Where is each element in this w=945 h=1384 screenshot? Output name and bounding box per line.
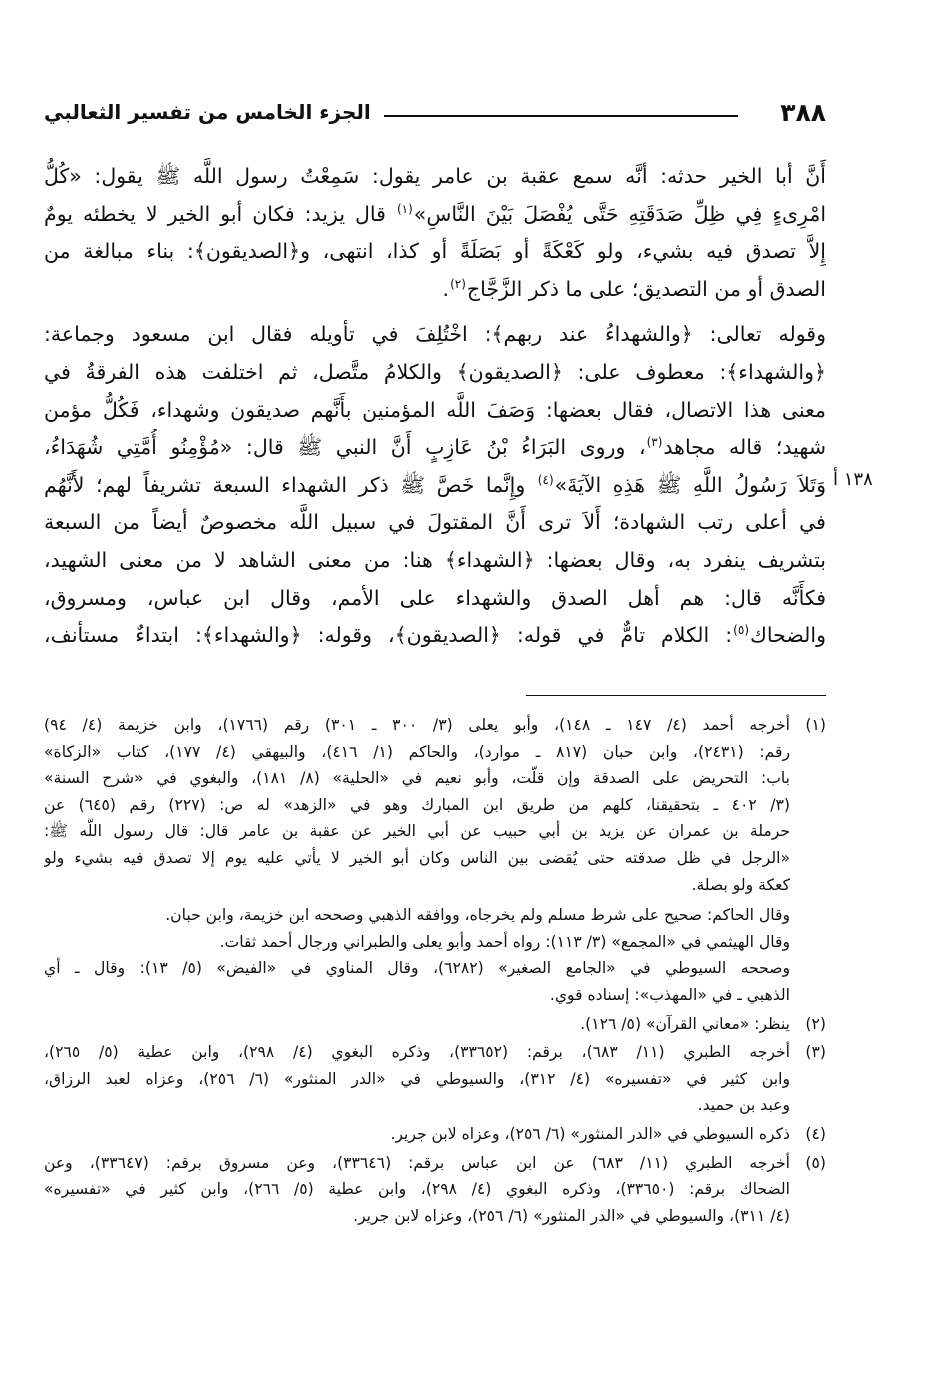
text-line: [44, 429, 826, 467]
footnote-line: وقال الهيثمي في «المجمع» (٣/ ١١٣): رواه أحمد وأبو يعلى والطبراني ورجال أحمد ثقات.: [219, 932, 790, 951]
footnote-ref[interactable]: (٤): [537, 472, 554, 487]
text-segment: وإِنَّما خَصَّ ﷺ ذكر الشهداء السبعة تشريفاً لهم؛ لأَنَّهُم: [44, 472, 537, 497]
footnote-line: وابن كثير في «تفسيره» (٤/ ٣١٢)، والسيوطي في «الدر المنثور» (٦/ ٢٥٦)، وعزاه لعبد الرزاق،: [44, 1069, 790, 1088]
footnote-ref[interactable]: (٥): [733, 623, 749, 638]
text-segment: : الكلام تامٌّ في قوله: ﴿الصديقون﴾، وقوله: ﴿والشهداء﴾: ابتداءٌ مستأنف،: [44, 623, 733, 648]
footnote-line: (٤/ ٣١١)، والسيوطي في «الدر المنثور» (٦/ ٢٥٦)، وعزاه لابن جرير.: [353, 1206, 790, 1225]
hadith-quote: وَتَلاَ رَسُولُ اللَّهِ ﷺ هَذِهِ الآيَةَ»: [554, 472, 826, 497]
footnote-line: الذهبي ـ في «المهذب»: إسناده قوي.: [549, 985, 790, 1004]
text-line: [44, 617, 826, 655]
header-rule: [384, 115, 738, 117]
footnote-line: (٣/ ٤٠٢ ـ بتحقيقنا، كلهم من طريق ابن المبارك وهو في «الزهد» له ص: (٢٢٧) رقم (٦٤٥) عن: [44, 795, 790, 814]
margin-folio-note: ١٣٨ أ: [833, 469, 873, 490]
text-line: [44, 271, 826, 309]
footnote-body: [44, 1039, 790, 1119]
text-line: وقوله تعالى: ﴿والشهداءُ عند ربهم﴾: اخْتُلِفَ في تأويله فقال ابن مسعود وجماعة:: [44, 322, 826, 347]
footnote-separator: [526, 695, 826, 696]
text-line: معنى هذا الاتصال، فقال بعضها: وَصَفَ اللَّه المؤمنين بأَنَّهم صديقون وشهداء، فَكُلُّ مؤمن: [44, 397, 826, 422]
main-text: [44, 158, 826, 655]
text-line: فكأَنَّه قال: هم أهل الصدق والشهداء على الأمم، وقال ابن عباس، ومسروق،: [44, 585, 826, 610]
footnote-number: (٣): [805, 1043, 826, 1062]
footnote-4: [44, 1121, 826, 1148]
footnote-2: [44, 1011, 826, 1038]
footnote-5: [44, 1150, 826, 1230]
text-line: [44, 467, 826, 505]
text-line: أَنَّ أبا الخير حدثه: أنَّه سمع عقبة بن عامر يقول: سَمِعْتُ رسول اللَّه ﷺ يقول: «كُلُّ: [44, 164, 826, 188]
footnote-line: وعبد بن حميد.: [697, 1096, 790, 1115]
footnote-line: رقم: (٢٤٣١)، وابن حبان (٨١٧ ـ موارد)، والحاكم (١/ ٤١٦)، والبيهقي (٤/ ١٧٧)، كتاب «الزكاة»: [44, 742, 790, 761]
page-number: ٣٨٨: [780, 98, 826, 127]
footnote-line: وقال الحاكم: صحيح على شرط مسلم ولم يخرجاه، ووافقه الذهبي وصححه ابن خزيمة، وابن حبان.: [165, 906, 790, 925]
text-line: بتشريف ينفرد به، وقال بعضها: ﴿الشهداء﴾ هنا: من معنى الشاهد لا من معنى الشهيد،: [44, 547, 826, 572]
footnote-line: وصححه السيوطي في «الجامع الصغير» (٦٢٨٢)، وقال المناوي في «الفيض» (٥/ ١٣): وقال ـ أي: [44, 959, 790, 978]
footnote-line: أخرجه أحمد (٤/ ١٤٧ ـ ١٤٨)، وأبو يعلى (٣/ ٣٠٠ ـ ٣٠١) رقم (١٧٦٦)، وابن خزيمة (٤/ ٩٤): [44, 716, 790, 734]
text-segment: والضحاك: [750, 623, 826, 648]
footnote-line: «الرجل في ظل صدقته حتى يُقضى بين الناس وكان أبو الخير لا يأتي عليه يوم إلا تصدق فيه بشيء ولو: [44, 848, 790, 867]
text-segment: شهيد؛ قاله مجاهد: [663, 435, 826, 460]
running-title: الجزء الخامس من تفسير الثعالبي: [44, 100, 371, 124]
footnote-number: (٤): [805, 1124, 826, 1143]
footnote-line: الضحاك برقم: (٣٣٦٥٠)، وذكره البغوي (٤/ ٢٩٨)، وابن عطية (٥/ ٢٦٦)، وابن كثير في «تفسيره»: [44, 1180, 790, 1199]
paragraph-2: [44, 316, 826, 654]
footnote-line: ذكره السيوطي في «الدر المنثور» (٦/ ٢٥٦)، وعزاه لابن جرير.: [390, 1124, 790, 1143]
text-line: ﴿والشهداء﴾: معطوف على: ﴿الصديقون﴾ والكلامُ متَّصل، ثم اختلفت هذه الفرقةُ في: [44, 359, 826, 384]
hadith-quote: امْرِىءٍ فِي ظِلِّ صَدَقَتِهِ حَتَّى يُفْصَلَ بَيْنَ النَّاسِ»: [413, 201, 826, 226]
text-segment: قال يزيد: فكان أبو الخير لا يخطئه يومٌ: [44, 201, 396, 226]
footnote-line: أخرجه الطبري (١١/ ٦٨٣)، برقم: (٣٣٦٥٢)، وذكره البغوي (٤/ ٢٩٨)، وابن عطية (٥/ ٢٦٥)،: [44, 1043, 790, 1062]
page-header: [44, 96, 826, 136]
footnote-body: [44, 1150, 790, 1230]
footnote-body: [44, 1011, 790, 1038]
footnote-ref[interactable]: (٢): [450, 276, 466, 291]
text-line: [44, 196, 826, 234]
footnote-ref[interactable]: (١): [396, 201, 413, 216]
footnote-ref[interactable]: (٣): [646, 435, 663, 450]
footnote-3: [44, 1039, 826, 1119]
text-line: إِلاَّ تصدق فيه بشيء، ولو كَعْكَةً أو بَصَلَةً أو كذا، انتهى، و﴿الصديقون﴾: بناء مبالغة من: [44, 239, 826, 264]
footnote-body: [44, 1121, 790, 1148]
footnote-line: أخرجه الطبري (١١/ ٦٨٣) عن ابن عباس برقم: (٣٣٦٤٦)، وعن مسروق برقم: (٣٣٦٤٧)، وعن: [44, 1153, 790, 1172]
footnote-1: [44, 712, 826, 1009]
text-segment: ، وروى البَرَاءُ بْنُ عَازِبٍ أَنَّ النبي ﷺ قال: «مُؤْمِنُو أُمَّتِي شُهَدَاءُ،: [44, 435, 646, 460]
footnote-line: باب: التحريض على الصدقة وإن قلّت، وأبو نعيم في «الحلية» (٨/ ١٨١)، والبغوي في «شرح السنة»: [44, 769, 790, 788]
footnote-line: حرملة بن عمران عن يزيد بن أبي حبيب عن أبي الخير عن عقبة بن عامر قال: قال رسول اللَّه ﷺ:: [44, 822, 790, 841]
footnote-number: (٥): [805, 1153, 826, 1172]
footnote-note: [44, 902, 790, 1008]
footnote-line: ينظر: «معاني القرآن» (٥/ ١٢٦).: [580, 1014, 790, 1033]
text-line: في أعلى رتب الشهادة؛ أَلاَ ترى أَنَّ المقتولَ في سبيل اللَّه مخصوصٌ أيضاً من السبعة: [44, 510, 826, 535]
text-segment: الصدق أو من التصديق؛ على ما ذكر الزَّجَّاج: [466, 276, 826, 301]
footnote-line: كعكة ولو بصلة.: [691, 875, 790, 894]
footnotes: [44, 712, 826, 1231]
footnote-number: (١): [805, 716, 826, 734]
footnote-number: (٢): [805, 1014, 826, 1033]
footnote-body: [44, 712, 790, 1009]
text-segment: .: [442, 276, 450, 301]
paragraph-1: [44, 158, 826, 308]
